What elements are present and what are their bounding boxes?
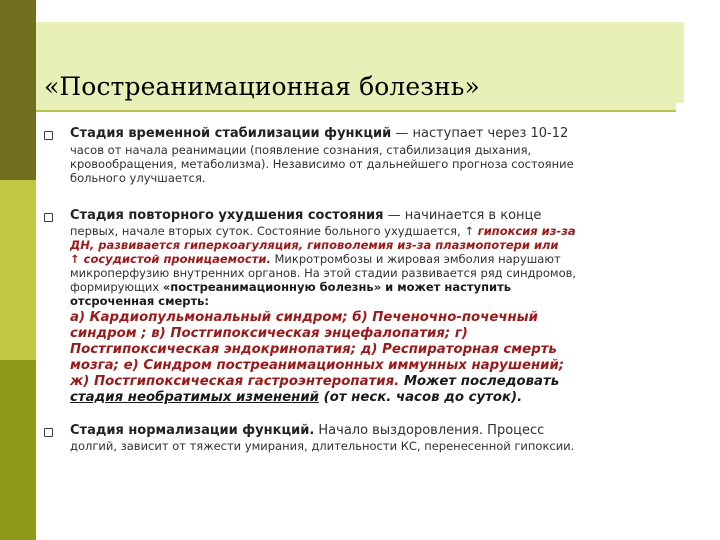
stage2-line3 (70, 238, 559, 252)
stage1-heading: Стадия временной стабилизации функций (70, 126, 392, 141)
left-decor-bar (0, 0, 36, 540)
irreversible-stage-text: стадия необратимых изменений (70, 390, 319, 405)
stage1-line3: кровообращения, метаболизма). Независимо от дальнейшего прогноза состояние (70, 157, 574, 171)
syndrome-line4 (70, 358, 564, 373)
stage2-line6-text: формирующих (70, 280, 163, 294)
stage2-line6 (70, 280, 511, 294)
syndrome-line3 (70, 342, 557, 357)
stage2-text: — начинается в конце (387, 208, 542, 223)
stage3-line2: долгий, зависит от тяжести умирания, длительности КС, перенесенной гипоксии. (70, 439, 575, 453)
left-bar-segment-top (0, 0, 36, 180)
stage3-text: Начало выздоровления. Процесс (314, 423, 545, 438)
stage1-line4: больного улучшается. (70, 171, 206, 185)
stage2-line7 (70, 294, 209, 308)
stage2-line1 (70, 208, 541, 223)
syndrome-line1 (70, 310, 538, 325)
stage3-line1 (70, 423, 544, 438)
stage1-line1 (70, 126, 568, 141)
stage2-line4 (70, 252, 561, 266)
stage1-text: — наступает через 10-12 (395, 126, 569, 141)
syndrome-line2-text: синдром ; в) Постгипоксическая энцефалопатия; г) (70, 326, 468, 341)
stage2-heading: Стадия повторного ухудшения состояния (70, 208, 384, 223)
syndrome-line3-text: Постгипоксическая эндокринопатия; д) Респираторная смерть (70, 342, 557, 357)
stage2-line7-bold: отсроченная смерть: (70, 294, 210, 308)
slide-title: «Постреанимационная болезнь» (44, 72, 480, 101)
stage2-line2 (70, 224, 576, 238)
left-bar-segment-bottom (0, 360, 36, 540)
stage2-line2-text: первых, начале вторых суток. Состояние больного ухудшается, ↑ (70, 224, 478, 238)
stage1-line2: часов от начала реанимации (появление сознания, стабилизация дыхания, (70, 143, 532, 157)
left-bar-segment-middle (0, 180, 36, 360)
stage2-line4-text: Микротромбозы и жировая эмболия нарушают (270, 252, 561, 266)
stage3-heading: Стадия нормализации функций. (70, 423, 315, 438)
stage2-line6-bold: «постреанимационную болезнь» и может наступить (162, 280, 512, 294)
syndrome-line1-text: а) Кардиопульмональный синдром; б) Печеночно-почечный (70, 310, 538, 325)
syndrome-line6-bold: (от неск. часов до суток). (318, 390, 523, 405)
syndrome-line5-red: ж) Постгипоксическая гастроэнтеропатия. (70, 374, 400, 389)
syndrome-line5 (70, 374, 559, 389)
syndrome-line2 (70, 326, 468, 341)
syndrome-line6 (70, 390, 522, 405)
bullet-icon (44, 428, 53, 437)
title-underline-gap (676, 103, 684, 119)
syndrome-line5-bold: Может последовать (399, 374, 560, 389)
title-underline (36, 110, 684, 112)
stage2-line2-red: гипоксия из-за (477, 224, 576, 238)
bullet-icon (44, 131, 53, 140)
stage2-line5: микроперфузию внутренних органов. На этой стадии развивается ряд синдромов, (70, 266, 577, 280)
syndrome-line4-text: мозга; е) Синдром постреанимационных иммунных нарушений; (70, 358, 565, 373)
bullet-icon (44, 213, 53, 222)
stage2-line3-red: ДН, развивается гиперкоагуляция, гиповолемия из-за плазмопотери или (70, 238, 559, 252)
stage2-line4-red: ↑ сосудистой проницаемости. (70, 252, 271, 266)
